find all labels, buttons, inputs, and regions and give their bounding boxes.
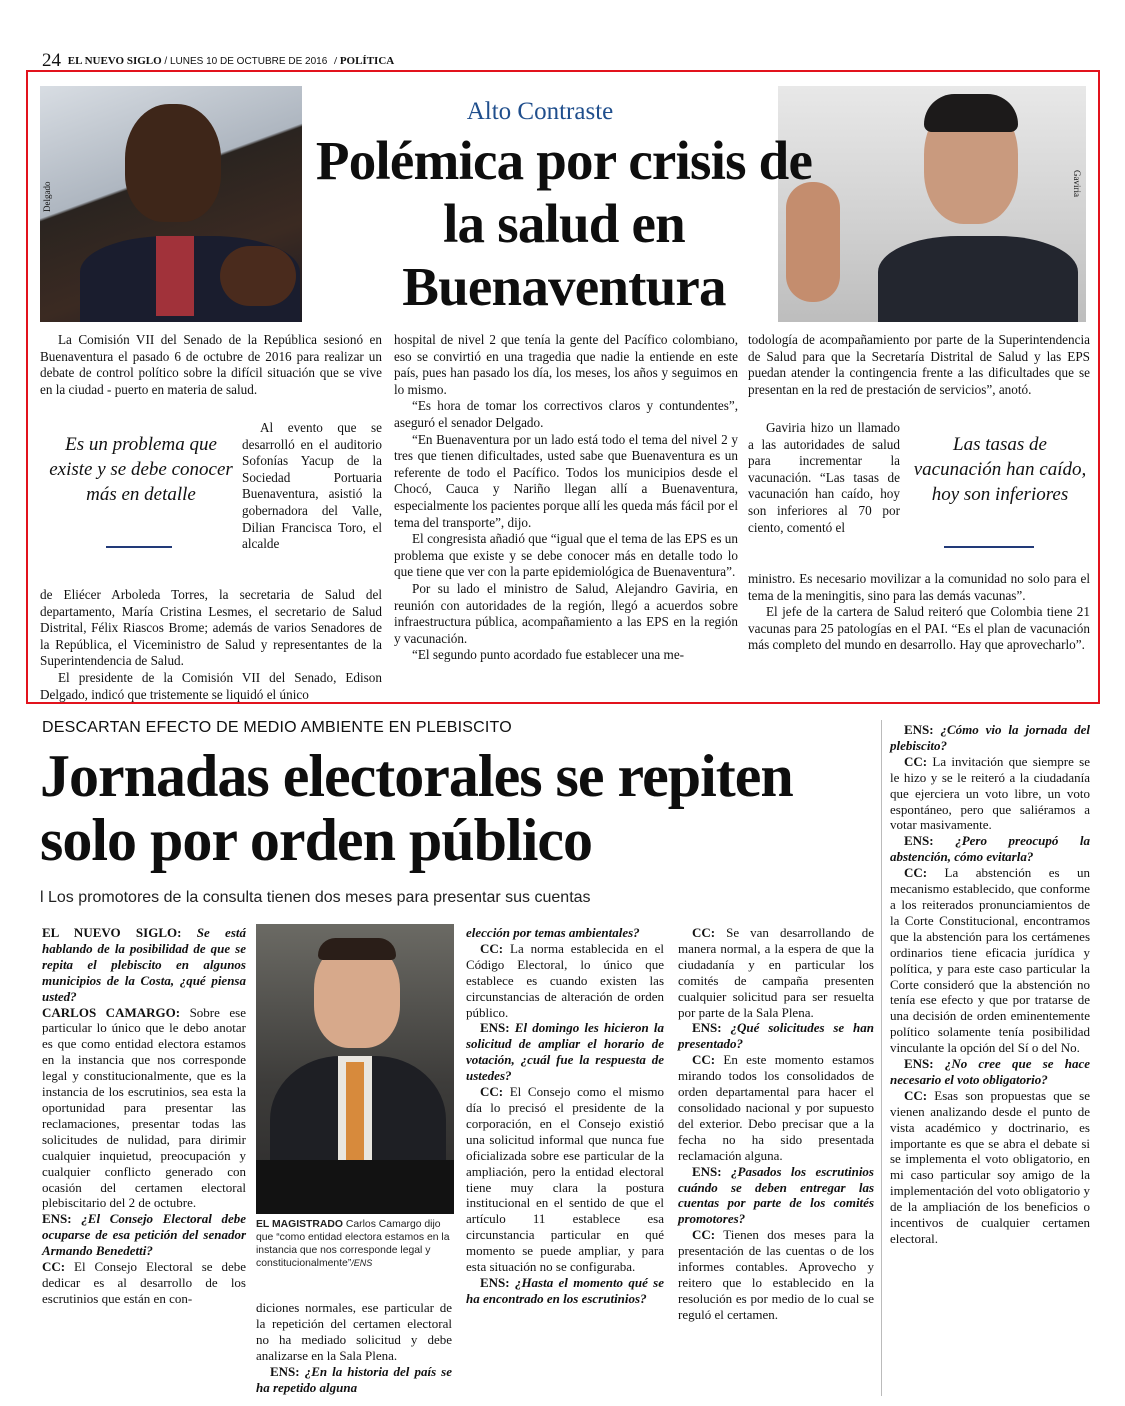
photo-credit-gaviria: Gaviria [1072,170,1082,197]
top-col3-top [748,332,1090,398]
bottom-col5-a2 [890,865,1090,1056]
section-label: / POLÍTICA [334,55,395,67]
bottom-col1 [42,925,246,1307]
caption-label: EL MAGISTRADO [256,1219,343,1230]
top-headline: Polémica por crisis de la salud en Buenaventura [315,130,813,317]
top-pull-rule-left [106,546,172,548]
photo-magistrado [256,924,454,1214]
bottom-col5-a1 [890,754,1090,834]
top-col1-narrow [242,420,382,553]
bottom-col4-a2 [678,1052,874,1163]
top-col2-p2: “Es hora de tomar los correctivos claros y contundentes”, aseguró el senador Delgado. [394,398,738,430]
question-text: ¿No cree que se hace necesario el voto obligatorio? [890,1056,1090,1087]
top-col3-last-text: El jefe de la cartera de Salud reiteró que Colombia tiene 21 vacunas para 25 patologías en el PAI. “Es el plan de vacunación más completo del mundo en desarrollo. Hay que aprovecharlo”. [748,604,1090,653]
speaker-label: CC: [692,1052,716,1068]
question-text: ¿El Consejo Electoral debe ocuparse de esa petición del senador Armando Benedetti? [42,1211,246,1259]
photo-caption [256,1219,456,1271]
bottom-col1-q2 [42,1211,246,1259]
top-col2-p5: Por su lado el ministro de Salud, Alejandro Gaviria, en reunión con autoridades de la región, llegó a acuerdos sobre infraestructura pública, acompañamiento a las EPS en la región y vacunación. [394,580,738,646]
answer-text: En este momento estamos mirando todos los consolidados de orden departamental para hacer el consolidado nacional y por supuesto del exterior. Debo precisar que a la fecha no ha sido presentada reclamación alguna. [678,1052,874,1163]
speaker-label: CC: [480,940,504,956]
bottom-col1-q1 [42,925,246,1005]
speaker-label: ENS: [904,1056,934,1072]
bottom-col4-q2 [678,1164,874,1228]
answer-text: El Consejo como el mismo día lo precisó el presidente de la corporación, en el Consejo existió una solicitud informal que nunca fue oficializada sobre ese particular de la ampliación, pero la entidad electoral tiene muy clara la postura institucional en el sentido de que el artículo 11 establece esa circunstancia particular en qué momento se puede ampliar, y para esta situación no se configuraba. [466,1084,665,1275]
bottom-headline: Jornadas electorales se repiten solo por orden público [40,743,793,873]
question-text: elección por temas ambientales? [466,925,640,940]
speaker-label: CC: [692,925,716,940]
bottom-col3-q1 [466,1020,664,1084]
top-col2-p4: El congresista añadió que “igual que el tema de las EPS es un problema que existe y se debe conocer más en detalle todo lo que tiene que ver con la parte epidemiológica de Buenaventura”. [394,531,738,580]
bottom-col2-q [256,1364,452,1396]
speaker-label: CC: [480,1084,504,1100]
top-pull-quote-left: Es un problema que existe y se debe conocer más en detalle [49,434,233,505]
top-col3-top-text: todología de acompañamiento por parte de la Superintendencia de Salud para que la Secretaría Distrital de Salud y las EPS puedan atender la contingencia frente a las dificultades que se presentan en la red de prestación de servicios”, anotó. [748,332,1090,397]
answer-text: El Consejo Electoral se debe dedicar es al desarrollo de los escrutinios que están en con- [42,1259,246,1306]
speaker-label: ENS: [904,833,934,849]
top-col1-narrow-text: Al evento que se desarrolló en el auditorio Sofonías Yacup de la Sociedad Portuaria Buenaventura, asistió la gobernadora del Valle, Dilian Francisca Toro, el alcalde [242,420,382,552]
top-col2 [394,332,738,664]
bottom-col1-a1 [42,1005,246,1212]
bottom-col4-a3 [678,1227,874,1322]
speaker-label: ENS: [692,1020,722,1036]
paper-name: EL NUEVO SIGLO [67,55,162,67]
top-col1-intro [40,332,382,398]
top-col1-intro-text: La Comisión VII del Senado de la República sesionó en Buenaventura el pasado 6 de octubre de 2016 para realizar un debate de control político sobre la difícil situación que se vive en la ciudad - puerto en materia de salud. [40,332,382,397]
answer-text: Esas son propuestas que se vienen analizando desde el punto de vista académico y doctrinario, es importante es que se abra el debate si se implementa el voto obligatorio, en mi caso particular soy amigo de la implementación del voto obligatorio y de la ampliación de los beneficios o incentivos de cualquier certamen electoral. [890,1087,1091,1246]
bottom-col5-q1 [890,722,1090,754]
bottom-col3-q0 [466,925,664,941]
bottom-col3 [466,925,664,1307]
top-col1-last-text: El presidente de la Comisión VII del Senado, Edison Delgado, indicó que tristemente se liquidó el único [40,669,382,702]
speaker-label: ENS: [692,1163,722,1179]
bottom-col4 [678,925,874,1323]
page-number: 24 [42,50,61,71]
bottom-col3-a1 [466,941,664,1021]
top-col2-p6: “El segundo punto acordado fue establecer una me- [412,647,685,663]
bottom-col2 [256,1300,452,1395]
bottom-col1-a2 [42,1259,246,1307]
speaker-label: ENS: [42,1211,72,1227]
bottom-col2-a [256,1300,452,1364]
speaker-label: CC: [692,1227,716,1243]
answer-text: diciones normales, ese particular de la repetición del certamen electoral no ha mediado solicitud y debe analizarse en la Sala Plena. [256,1300,452,1363]
question-text: ¿Hasta el momento qué se ha encontrado en los escrutinios? [466,1274,664,1306]
answer-text: Se van desarrollando de manera normal, a la espera de que la ciudadanía y en particular los comités de campaña presenten cualquier solicitud para ser resuelta por parte de la Sala Plena. [678,925,875,1020]
issue-date: / LUNES 10 DE OCTUBRE DE 2016 [164,56,328,67]
question-text: ¿Pero preocupó la abstención, cómo evitarla? [890,833,1091,865]
speaker-label: CC: [904,1087,928,1103]
bottom-col5-q2 [890,833,1090,865]
answer-text: Tienen dos meses para la presentación de las cuentas o de los informes contables. Aprovecho y reitero que lo establecido en la resolución es por medio de lo cual se reguló el certamen. [678,1227,875,1322]
top-col1-wide-text: de Eliécer Arboleda Torres, la secretaria de Salud del departamento, María Cristina Lesmes, el secretario de Salud Distrital, Félix Riascos Brome; además de varios Senadores de la República, el Viceministro de Salud y representantes de la Superintendencia de Salud. [40,587,382,669]
answer-text: Sobre ese particular lo único que le debo anotar es que como entidad electora estamos en la instancia que nos corresponde legal y constitucionalmente, que es la instancia de los escrutinios, sea esta la oportunidad para presentar las reclamaciones, presentar todas las solicitudes de nulidad, para dirimir cualquier inquietud, preocupación y cualquier conflicto generado con ocasión del certamen electoral plebiscitario del 2 de octubre. [42,1004,246,1211]
bottom-col5-a3 [890,1088,1090,1247]
bottom-col3-q2 [466,1275,664,1307]
top-col3-wide [748,571,1090,654]
speaker-label: CC: [904,753,928,769]
speaker-label: ENS: [904,722,934,737]
top-kicker: Alto Contraste [466,98,614,125]
answer-text: La abstención es un mecanismo establecido, que conforme a los reiterados pronunciamientos de la Corte Constitucional, encontramos que la abstención para los certámenes ordinarios tiene eficacia jurídica y política, y para este caso particular la Corte consideró que la abstención no tenía ese efecto y que por tratarse de una decisión de orden eminentemente político solamente tenía posibilidad vinculante la opción del Sí o del No. [890,865,1090,1056]
top-col3-narrow-text: Gaviria hizo un llamado a las autoridades de salud para incrementar la vacunación. “Las tasas de vacunación han caído, hoy son inferiores al 70 por ciento, comentó el [748,420,900,535]
top-col3-narrow [748,420,900,536]
bottom-col4-a1 [678,925,874,1020]
question-text: ¿Cómo vio la jornada del plebiscito? [890,722,1091,753]
bottom-col5-q3 [890,1056,1090,1088]
question-text: ¿En la historia del país se ha repetido alguna [256,1363,453,1395]
question-text: El domingo les hicieron la solicitud de ampliar el horario de votación, ¿cuál fue la respuesta de ustedes? [466,1020,665,1084]
top-col1-wide [40,587,382,703]
bottom-subhead: l Los promotores de la consulta tienen dos meses para presentar sus cuentas [40,889,591,906]
top-col2-p1: hospital de nivel 2 que tenía la gente del Pacífico colombiano, eso se convirtió en una tragedia que nadie la entiende en este país, pues han pasado los día, los meses, los años y seguimos en lo mismo. [394,332,738,397]
top-col2-p3: “En Buenaventura por un lado está todo el tema del nivel 2 y tres que tienen dificultades, usted sabe que Buenaventura es un referente de todo el Pacífico. Todos los municipios desde el Chocó, Cauca y Nariño llegan allí a Buenaventura, especialmente los pacientes porque allí les queda más fácil por el tema del transporte”, dijo. [394,431,738,530]
photo-delgado [40,86,302,322]
bottom-col3-a2 [466,1084,664,1275]
bottom-kicker: DESCARTAN EFECTO DE MEDIO AMBIENTE EN PLEBISCITO [42,719,512,736]
bottom-col5 [890,722,1090,1247]
caption-text: Carlos Camargo dijo que “como entidad electora estamos en la instancia que nos corresponde legal y constitucionalmente” [256,1219,450,1270]
bottom-col4-q1 [678,1020,874,1052]
question-text: ¿Pasados los escrutinios cuándo se deben entregar las cuentas por parte de los comités promotores? [678,1163,874,1227]
top-pull-quote-right: Las tasas de vacunación han caído, hoy son inferiores [913,434,1087,505]
answer-text: La norma establecida en el Código Electoral, lo único que establece es cuando existen las circunstancias de alteración de orden público. [466,940,664,1020]
speaker-label: ENS: [270,1363,300,1379]
speaker-label: CC: [904,865,928,881]
caption-credit: /ENS [351,1258,373,1269]
speaker-label: CC: [42,1259,66,1275]
speaker-label: ENS: [480,1274,510,1290]
column-rule-vertical [881,720,882,1396]
speaker-label: ENS: [480,1020,510,1036]
page-header [42,50,1102,71]
speaker-label: EL NUEVO SIGLO: [42,925,182,940]
top-col3-wide-text: ministro. Es necesario movilizar a la comunidad no solo para el tema de la meningitis, sino para las demás vacunas”. [748,571,1090,603]
answer-text: La invitación que siempre se le hizo y se le reiteró a la ciudadanía que ejerciera un voto libre, un voto espontáneo, pero que saliéramos a votar masivamente. [890,753,1091,833]
question-text: Se está hablando de la posibilidad de que se repita el plebiscito en algunos municipios de la Costa, ¿qué piensa usted? [42,925,246,1004]
top-pull-rule-right [944,546,1034,548]
speaker-label: CARLOS CAMARGO: [42,1004,181,1020]
question-text: ¿Qué solicitudes se han presentado? [678,1020,875,1052]
photo-credit-delgado: Delgado [42,181,52,212]
